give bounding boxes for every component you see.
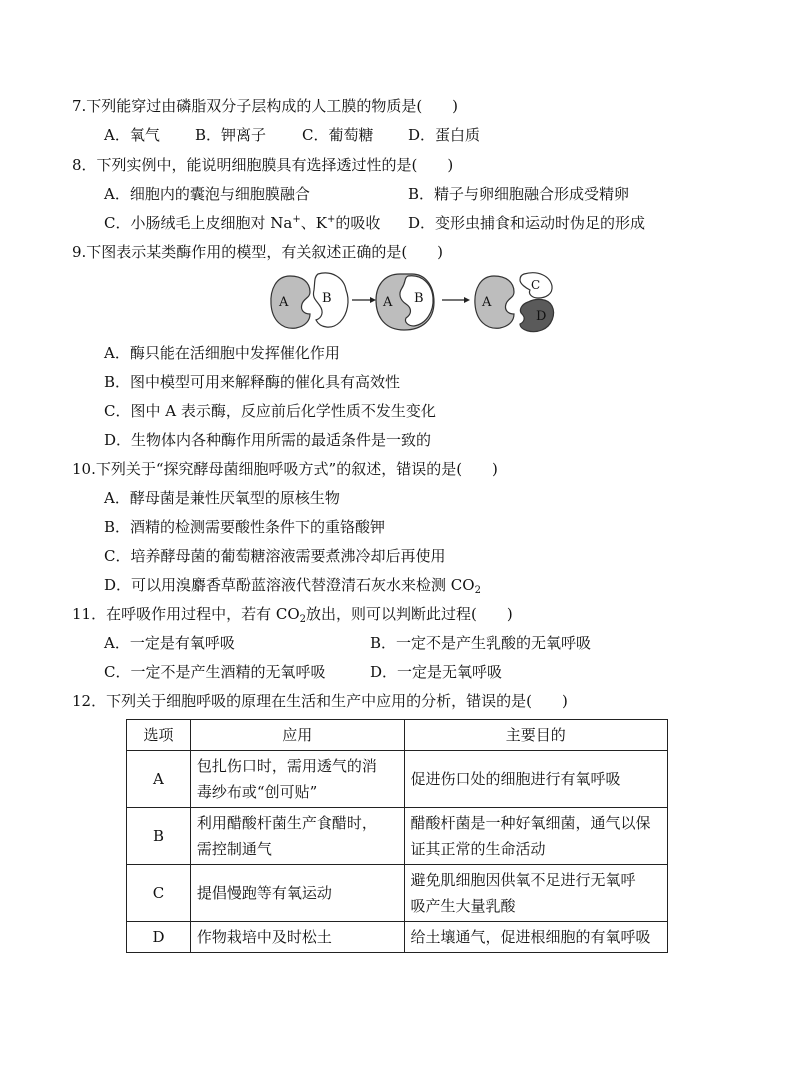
q7-option-a: A．氧气 [104, 126, 160, 144]
product-c-label: C [531, 278, 541, 292]
q8-option-b: B．精子与卵细胞融合形成受精卵 [408, 185, 630, 203]
arrow-2-head [464, 297, 470, 303]
q9-stem: 9.下图表示某类酶作用的模型，有关叙述正确的是( ) [72, 243, 444, 261]
q11-option-c: C．一定不是产生酒精的无氧呼吸 [104, 663, 326, 681]
q8-option-c [104, 213, 380, 233]
q8-option-d: D．变形虫捕食和运动时伪足的形成 [408, 214, 646, 232]
enzyme-a-label-1: A [279, 295, 289, 310]
q10-option-b: B．酒精的检测需要酸性条件下的重铬酸钾 [104, 518, 386, 536]
q9-option-b: B．图中模型可用来解释酶的催化具有高效性 [104, 373, 401, 391]
q8-option-c-post: 的吸收 [335, 214, 381, 232]
q11-option-b: B．一定不是产生乳酸的无氧呼吸 [370, 634, 592, 652]
q11-option-d: D．一定是无氧呼吸 [370, 663, 503, 681]
q11-stem-pre: 11．在呼吸作用过程中，若有 CO [72, 605, 300, 623]
table-cell-option: A [127, 751, 191, 808]
table-cell-purpose-line1: 给土壤通气，促进根细胞的有氧呼吸 [410, 928, 651, 946]
table-row [127, 808, 668, 865]
table-cell-application-line1: 提倡慢跑等有氧运动 [196, 884, 332, 902]
table-cell-application-line1: 利用醋酸杆菌生产食醋时， [196, 814, 377, 832]
table-row [127, 865, 668, 922]
q8-option-c-mid: 、K [300, 214, 327, 232]
q10-stem: 10.下列关于“探究酵母菌细胞呼吸方式”的叙述，错误的是( ) [72, 460, 498, 478]
table-cell-option: D [127, 922, 191, 953]
enzyme-a-label-2: A [383, 295, 393, 310]
enzyme-a-label-3: A [482, 295, 492, 310]
table-cell-application-line1: 包扎伤口时，需用透气的消 [196, 757, 377, 775]
table-cell-purpose [404, 751, 667, 808]
table-cell-purpose [404, 865, 667, 922]
table-cell-purpose [404, 808, 667, 865]
table-cell-purpose-line1: 醋酸杆菌是一种好氧细菌，通气以保 [410, 814, 651, 832]
q12-table [126, 719, 668, 953]
table-header-row [127, 720, 668, 751]
arrow-1-head [370, 297, 376, 303]
q7-option-d: D．蛋白质 [408, 126, 481, 144]
q8-option-a: A．细胞内的囊泡与细胞膜融合 [104, 185, 310, 203]
enzyme-a-shape-3 [475, 276, 514, 328]
q10-option-d-text: D．可以用溴麝香草酚蓝溶液代替澄清石灰水来检测 CO [104, 576, 475, 594]
q9-option-c: C．图中 A 表示酶，反应前后化学性质不发生变化 [104, 402, 436, 420]
table-cell-purpose-line1: 促进伤口处的细胞进行有氧呼吸 [410, 770, 621, 788]
q10-option-d [104, 575, 481, 595]
table-header-option: 选项 [127, 720, 191, 751]
q8-stem: 8．下列实例中，能说明细胞膜具有选择透过性的是( ) [72, 156, 454, 174]
table-cell-application [190, 922, 404, 953]
q7-option-b: B．钾离子 [195, 126, 267, 144]
q8-option-c-sup1: + [292, 214, 301, 225]
substrate-b-label-2: B [414, 291, 424, 306]
q9-option-a: A．酶只能在活细胞中发挥催化作用 [104, 344, 340, 362]
table-cell-purpose-line2: 证其正常的生命活动 [410, 840, 546, 858]
table-cell-application [190, 865, 404, 922]
table-cell-application-line1: 作物栽培中及时松土 [196, 928, 332, 946]
enzyme-model-diagram [266, 268, 566, 338]
table-cell-purpose-line2: 吸产生大量乳酸 [410, 897, 516, 915]
q8-option-c-sup2: + [326, 214, 336, 225]
table-cell-application [190, 751, 404, 808]
q12-stem: 12．下列关于细胞呼吸的原理在生活和生产中应用的分析，错误的是( ) [72, 692, 568, 710]
table-header-application: 应用 [190, 720, 404, 751]
q11-stem-post: 放出，则可以判断此过程( ) [306, 605, 513, 623]
table-cell-option: C [127, 865, 191, 922]
table-cell-option: B [127, 808, 191, 865]
table-row [127, 922, 668, 953]
substrate-b-label-1: B [322, 291, 332, 306]
product-d-label: D [536, 309, 547, 324]
q10-option-c: C．培养酵母菌的葡萄糖溶液需要煮沸冷却后再使用 [104, 547, 446, 565]
table-cell-application-line2: 需控制通气 [196, 840, 272, 858]
q7-option-c: C．葡萄糖 [302, 126, 374, 144]
q11-stem [72, 604, 513, 624]
q8-option-c-pre: C．小肠绒毛上皮细胞对 Na [104, 214, 293, 232]
table-cell-purpose [404, 922, 667, 953]
table-header-purpose: 主要目的 [404, 720, 667, 751]
q10-option-a: A．酵母菌是兼性厌氧型的原核生物 [104, 489, 340, 507]
table-cell-application [190, 808, 404, 865]
enzyme-a-shape-1 [271, 276, 310, 328]
q9-option-d: D．生物体内各种酶作用所需的最适条件是一致的 [104, 431, 432, 449]
table-cell-purpose-line1: 避免肌细胞因供氧不足进行无氧呼 [410, 871, 636, 889]
q10-option-d-sub: 2 [474, 585, 481, 596]
table-row [127, 751, 668, 808]
q7-stem: 7.下列能穿过由磷脂双分子层构成的人工膜的物质是( ) [72, 97, 459, 115]
table-cell-application-line2: 毒纱布或“创可贴” [196, 783, 318, 801]
q11-option-a: A．一定是有氧呼吸 [104, 634, 235, 652]
q11-stem-sub: 2 [299, 614, 307, 625]
